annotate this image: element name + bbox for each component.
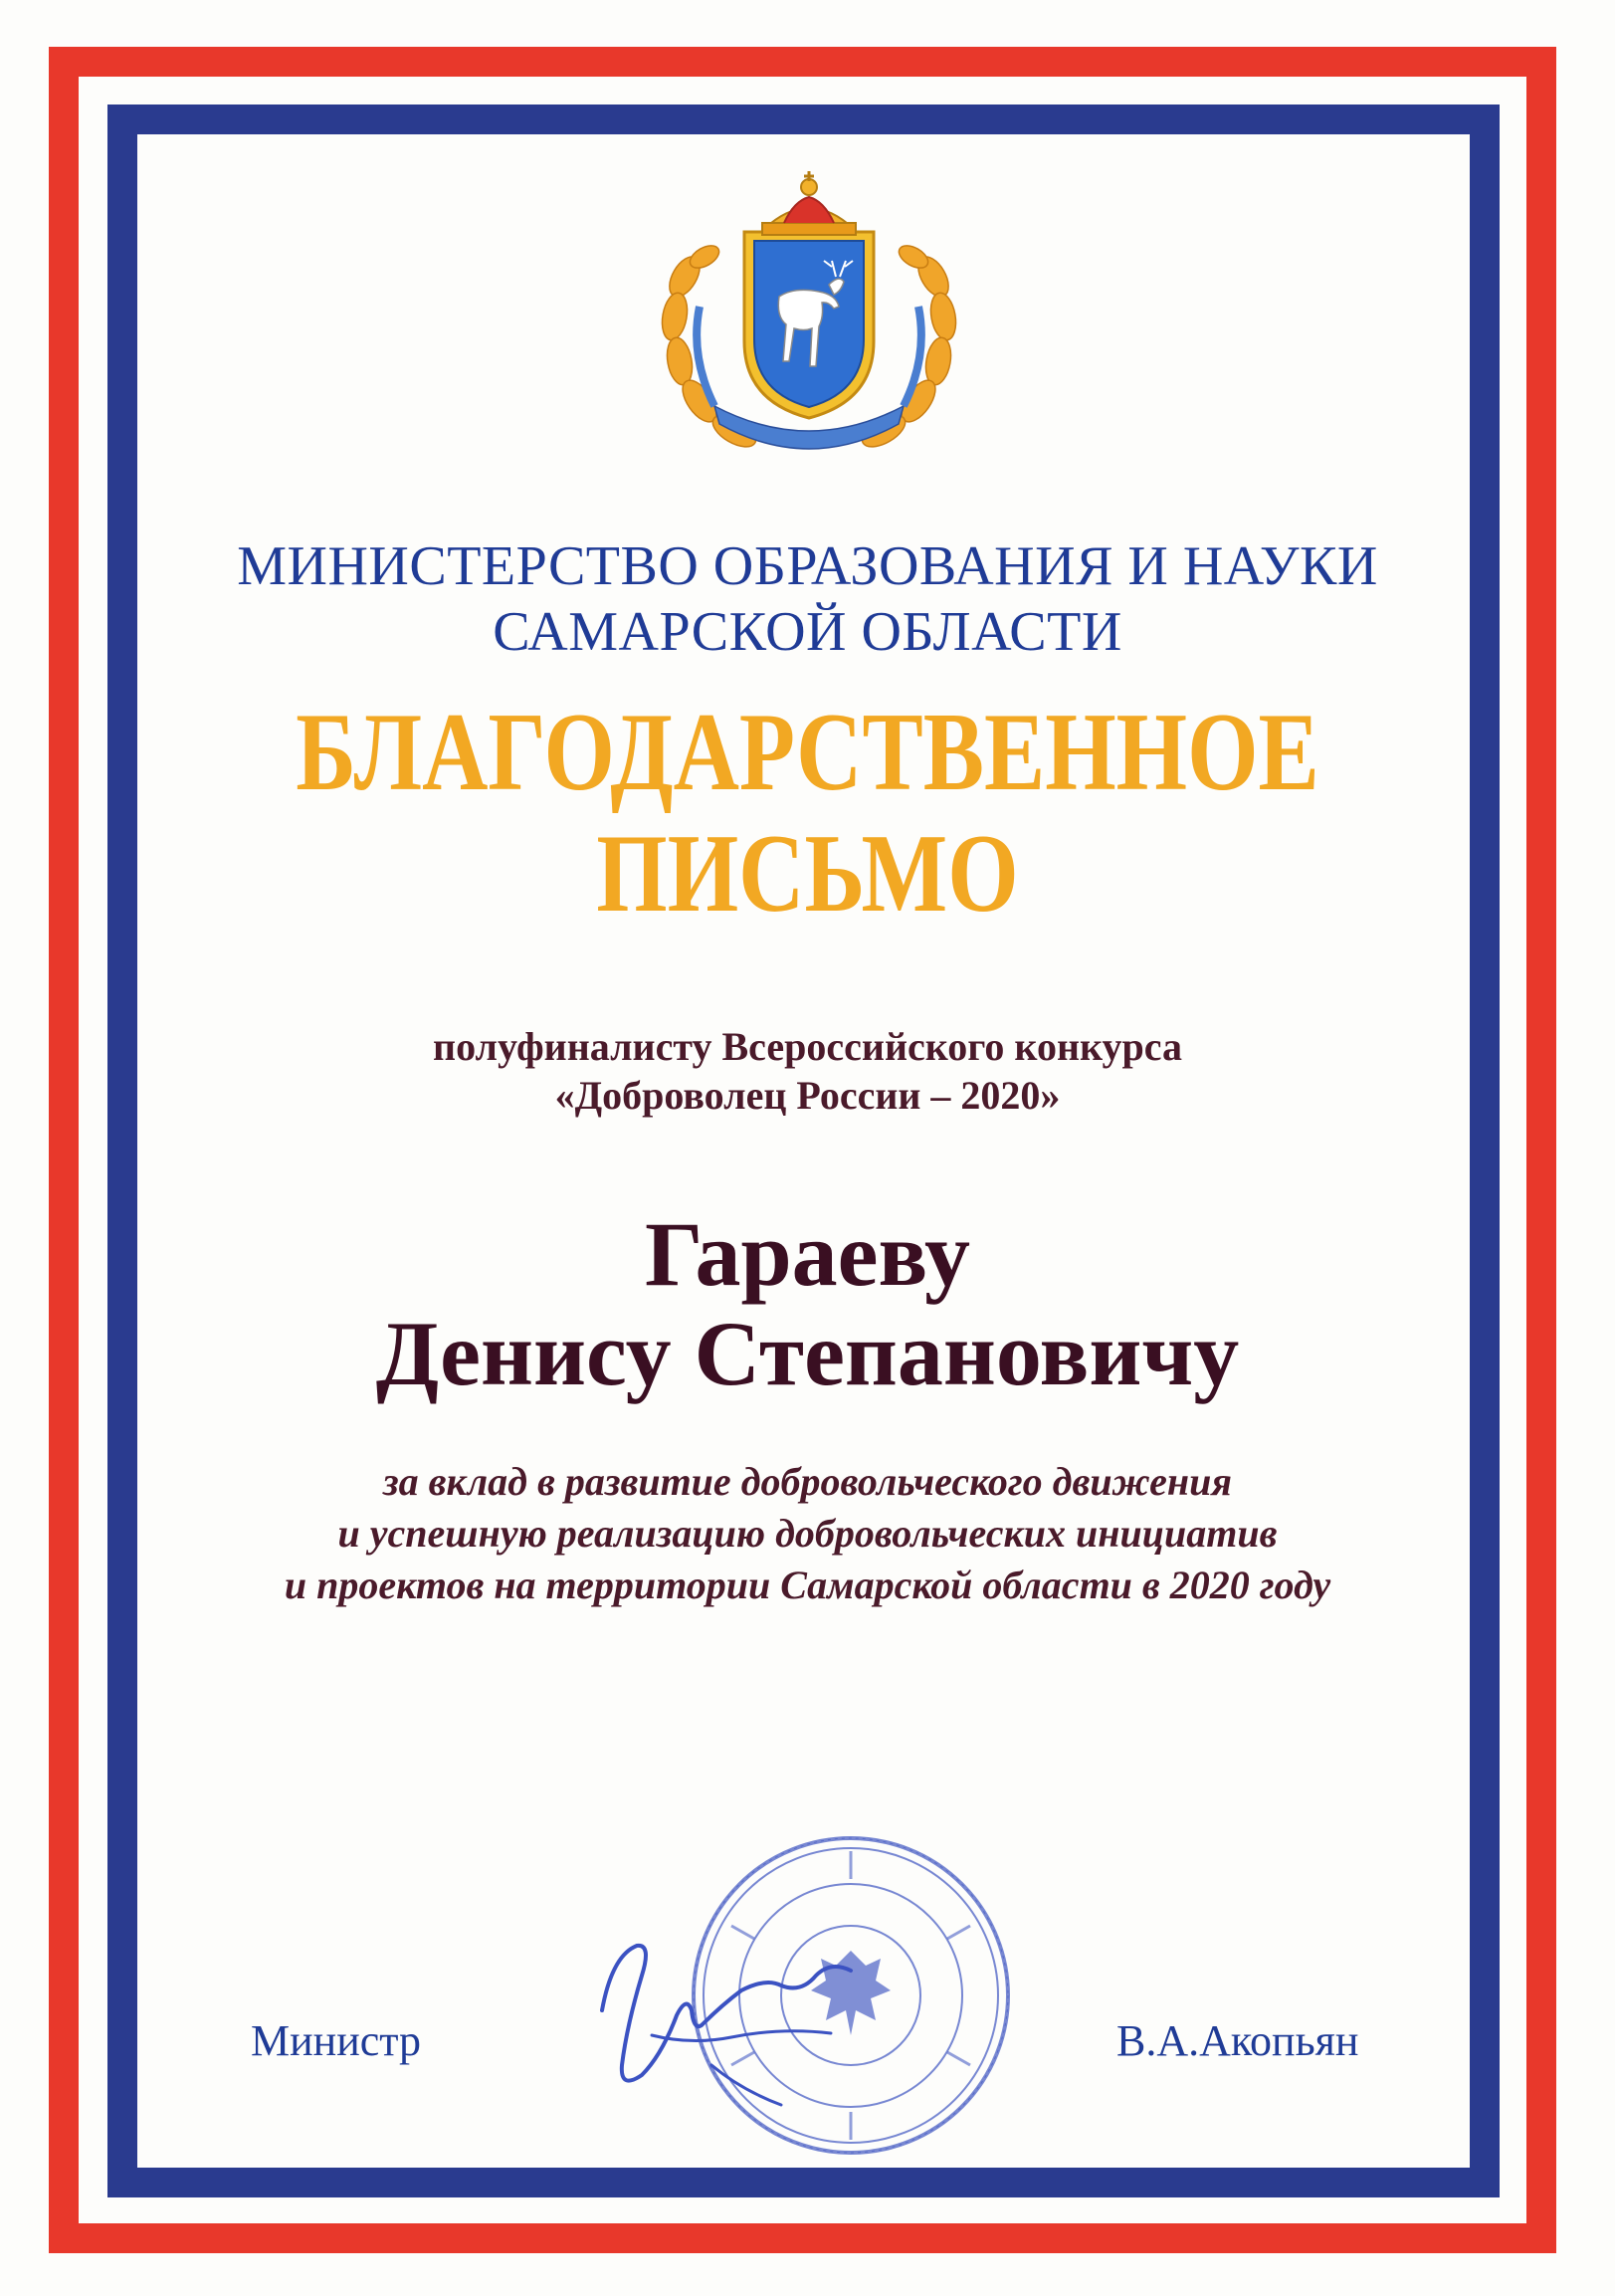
recipient-surname: Гараеву: [645, 1203, 970, 1305]
handwritten-signature-icon: [582, 1916, 901, 2115]
document-title-line1: БЛАГОДАРСТВЕННОЕ: [296, 691, 1319, 814]
recipient-given-names: Денису Степановичу: [375, 1303, 1240, 1404]
document-title-line2: ПИСЬМО: [596, 812, 1019, 936]
award-reason-line1: за вклад в развитие добровольческого движения: [383, 1459, 1232, 1504]
award-subtitle-line1: полуфиналисту Всероссийского конкурса: [433, 1024, 1182, 1069]
award-reason-line3: и проектов на территории Самарской области в 2020 году: [284, 1563, 1331, 1607]
award-reason-line2: и успешную реализацию добровольческих инициатив: [337, 1511, 1278, 1556]
signatory-role: Министр: [251, 2016, 422, 2065]
ministry-name-line2: САМАРСКОЙ ОБЛАСТИ: [493, 601, 1122, 663]
award-subtitle-line2: «Доброволец России – 2020»: [554, 1073, 1061, 1118]
signatory-name: В.А.Акопьян: [1116, 2016, 1359, 2065]
samara-coat-of-arms-icon: [645, 157, 973, 476]
ministry-name-line1: МИНИСТЕРСТВО ОБРАЗОВАНИЯ И НАУКИ: [237, 535, 1378, 597]
